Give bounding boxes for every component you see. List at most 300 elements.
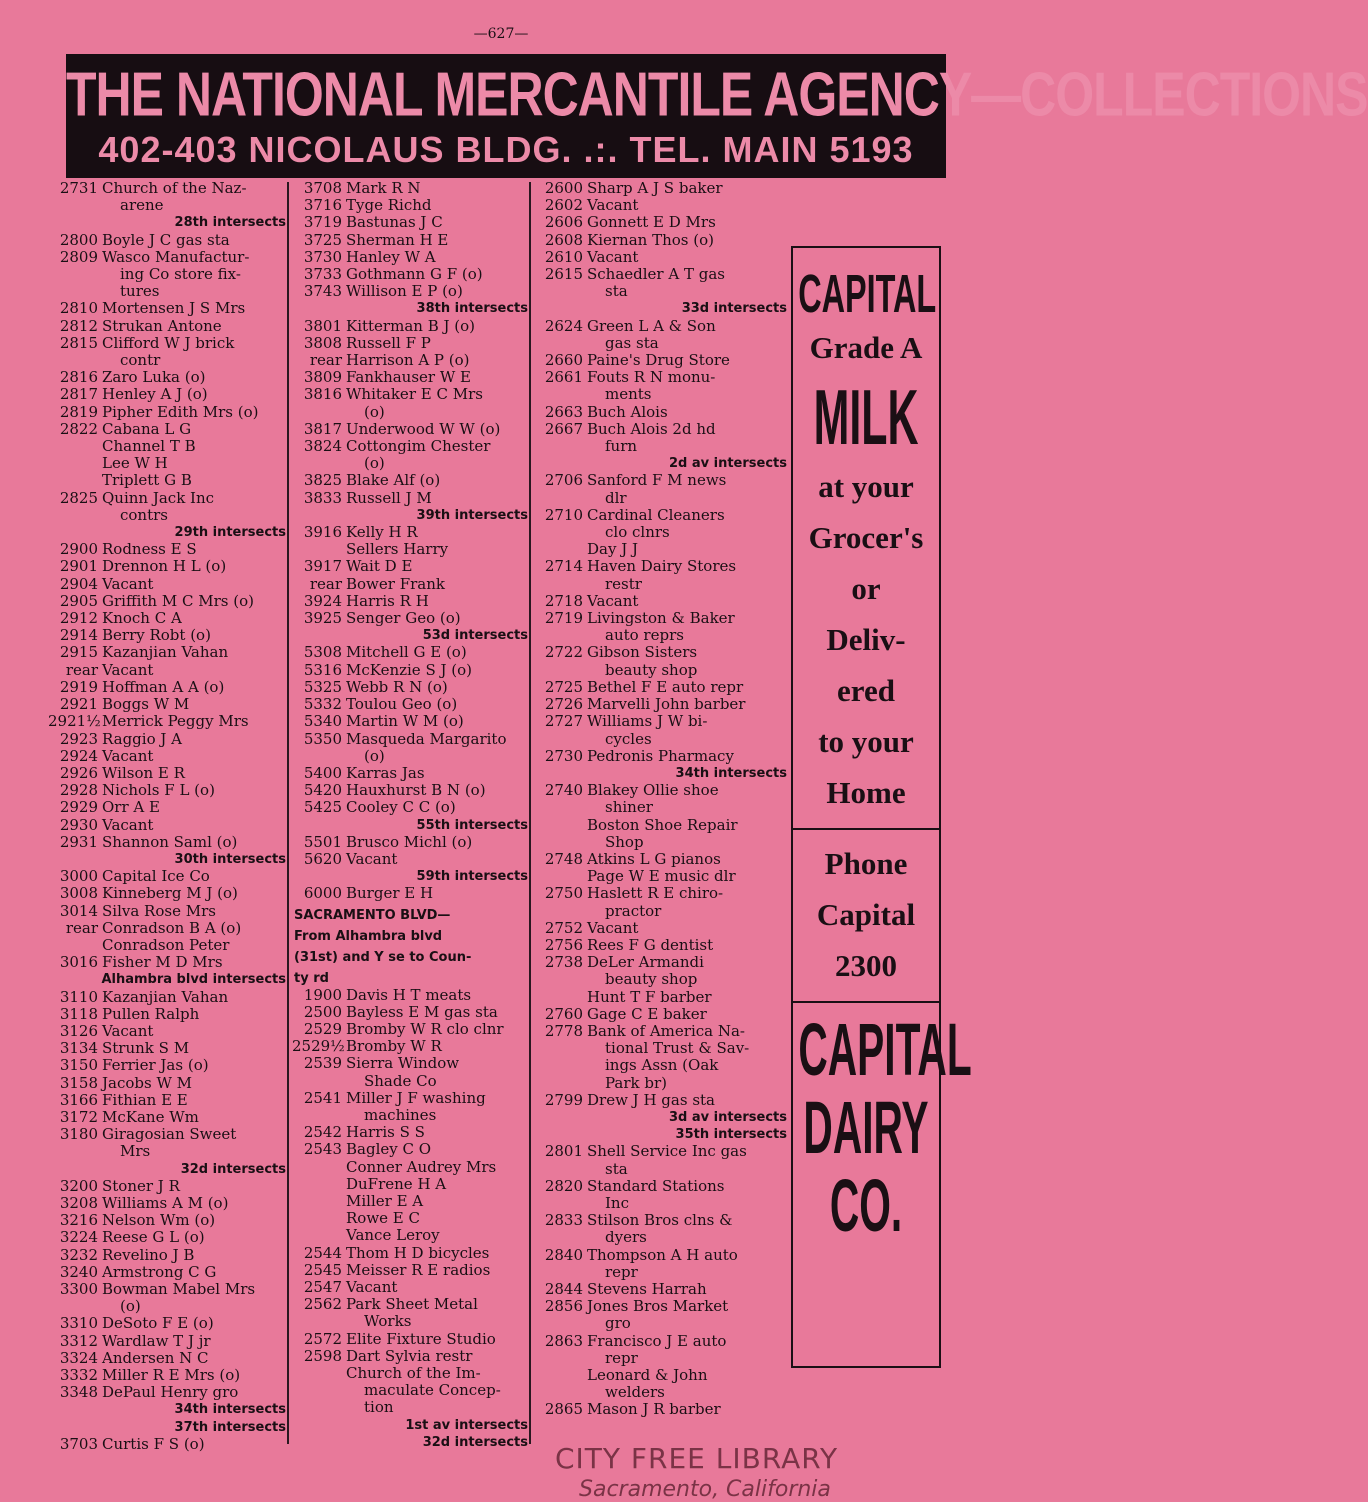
- entry-text: Brusco Michl (o): [346, 832, 473, 851]
- entry-text: Triplett G B: [102, 471, 192, 490]
- house-number: 3924: [303, 591, 342, 610]
- directory-entry: [292, 283, 528, 300]
- house-number: 3716: [303, 196, 342, 215]
- house-number: 5420: [303, 781, 342, 800]
- house-number: [533, 1161, 587, 1178]
- house-number: 2810: [59, 299, 98, 318]
- entry-text: Quinn Jack Inc: [102, 488, 215, 507]
- intersection-heading: 28th intersects: [174, 215, 286, 231]
- ad-capital: CAPITAL: [798, 264, 937, 324]
- house-number: [292, 1193, 346, 1210]
- entry-text: Toulou Geo (o): [346, 695, 458, 714]
- entry-text: Vacant: [346, 1277, 398, 1296]
- entry-text: Harris S S: [346, 1123, 425, 1142]
- entry-text: Revelino J B: [102, 1245, 195, 1264]
- entry-text: cycles: [605, 729, 652, 748]
- directory-entry: [533, 1178, 787, 1195]
- house-number: 2624: [544, 316, 583, 335]
- house-number: 2819: [59, 402, 98, 421]
- house-number: 2660: [544, 351, 583, 370]
- intersection-heading: 38th intersects: [416, 301, 528, 317]
- house-number: 2825: [59, 488, 98, 507]
- house-number: 3725: [303, 230, 342, 249]
- directory-entry: [292, 1279, 528, 1296]
- banner-address: 402-403 NICOLAUS BLDG. .:. TEL. MAIN 5193: [98, 129, 914, 170]
- directory-entry: [48, 937, 286, 954]
- entry-text: Kelly H R: [346, 523, 418, 542]
- directory-entry: [48, 1178, 286, 1195]
- intersection-heading: 34th intersects: [675, 765, 787, 781]
- entry-text: Park br): [605, 1073, 668, 1092]
- directory-entry: [48, 1298, 286, 1315]
- house-number: 2930: [59, 815, 98, 834]
- entry-text: beauty shop: [605, 970, 698, 989]
- directory-entry: [533, 232, 787, 249]
- directory-entry: [533, 731, 787, 748]
- house-number: 2562: [303, 1295, 342, 1314]
- directory-entry: [533, 1264, 787, 1281]
- directory-entry: [292, 1365, 528, 1382]
- entry-text: Berry Robt (o): [102, 626, 211, 645]
- house-number: 2914: [59, 626, 98, 645]
- entry-text: ing Co store fix-: [120, 265, 241, 284]
- entry-text: Fouts R N monu-: [587, 368, 716, 387]
- directory-entry: [533, 644, 787, 661]
- house-number: 3180: [59, 1125, 98, 1144]
- directory-entry: [533, 1247, 787, 1264]
- house-number: 2545: [303, 1260, 342, 1279]
- directory-entry: [48, 593, 286, 610]
- directory-entry: [533, 1161, 787, 1178]
- intersection-heading: 34th intersects: [174, 1402, 286, 1418]
- intersection-heading: 53d intersects: [422, 628, 528, 644]
- entry-text: Reese G L (o): [102, 1228, 205, 1247]
- entry-text: Shannon Saml (o): [102, 832, 238, 851]
- entry-text: Meisser R E radios: [346, 1260, 491, 1279]
- house-number: 3110: [59, 987, 98, 1006]
- entry-text: Shell Service Inc gas: [587, 1142, 747, 1161]
- directory-entry: [48, 1143, 286, 1160]
- entry-text: Kinneberg M J (o): [102, 884, 238, 903]
- house-number: 5308: [303, 643, 342, 662]
- entry-text: Strunk S M: [102, 1039, 190, 1058]
- directory-entry: [292, 834, 528, 851]
- house-number: [48, 1143, 102, 1160]
- directory-entry: [533, 197, 787, 214]
- intersection-heading: 35th intersects: [675, 1127, 787, 1143]
- entry-text: Cottongim Chester: [346, 437, 491, 456]
- entry-text: Masqueda Margarito: [346, 729, 507, 748]
- entry-text: Cooley C C (o): [346, 798, 456, 817]
- ad-company-line: CO.: [829, 1164, 903, 1247]
- directory-column-3: [533, 180, 787, 1419]
- entry-text: Boggs W M: [102, 695, 190, 714]
- directory-entry: [292, 696, 528, 713]
- directory-entry: [533, 318, 787, 335]
- entry-text: Webb R N (o): [346, 677, 448, 696]
- directory-entry: [292, 1038, 528, 1055]
- house-number: 2856: [544, 1297, 583, 1316]
- house-number: 3158: [59, 1073, 98, 1092]
- house-number: [533, 1229, 587, 1246]
- directory-entry: [48, 249, 286, 266]
- ad-phone-exchange: Capital: [816, 897, 916, 932]
- entry-text: Leonard & John: [587, 1366, 708, 1385]
- entry-text: Conradson Peter: [102, 935, 230, 954]
- entry-text: tional Trust & Sav-: [605, 1039, 750, 1058]
- house-number: 3917: [303, 557, 342, 576]
- house-number: 3824: [303, 437, 342, 456]
- entry-text: Jones Bros Market: [587, 1297, 729, 1316]
- directory-entry: [48, 386, 286, 403]
- house-number: 2924: [59, 746, 98, 765]
- directory-entry: [48, 817, 286, 834]
- house-number: [533, 1264, 587, 1281]
- ad-grade: Grade A: [809, 330, 923, 365]
- ad-company-line: DAIRY: [803, 1086, 929, 1169]
- house-number: 2667: [544, 419, 583, 438]
- entry-text: Livingston & Baker: [587, 609, 735, 628]
- entry-text: Vacant: [587, 918, 639, 937]
- house-number: [292, 455, 346, 472]
- directory-entry: [533, 541, 787, 558]
- house-number: 2740: [544, 781, 583, 800]
- dairy-advertisement: [791, 246, 972, 1368]
- house-number: 2919: [59, 677, 98, 696]
- directory-entry: [292, 386, 528, 403]
- entry-text: Church of the Naz-: [102, 179, 247, 197]
- house-number: [533, 335, 587, 352]
- ad-divider: [793, 828, 939, 830]
- entry-text: Drennon H L (o): [102, 557, 227, 576]
- entry-text: Blakey Ollie shoe: [587, 781, 719, 800]
- entry-text: contrs: [120, 505, 168, 524]
- entry-text: Buch Alois: [587, 402, 668, 421]
- entry-text: Andersen N C: [102, 1348, 209, 1367]
- directory-entry: [292, 679, 528, 696]
- house-number: 2606: [544, 213, 583, 232]
- directory-entry: [48, 1057, 286, 1074]
- house-number: [533, 1315, 587, 1332]
- house-number: 2822: [59, 419, 98, 438]
- entry-text: Bethel F E auto repr: [587, 677, 744, 696]
- directory-entry: [292, 765, 528, 782]
- house-number: [292, 1210, 346, 1227]
- house-number: [48, 266, 102, 283]
- entry-text: practor: [605, 901, 662, 920]
- directory-entry: [292, 404, 528, 421]
- directory-entry: [48, 352, 286, 369]
- entry-text: Bowman Mabel Mrs: [102, 1280, 256, 1298]
- directory-entry: [292, 472, 528, 489]
- house-number: 3743: [303, 282, 342, 301]
- directory-entry: [48, 558, 286, 575]
- entry-text: Elite Fixture Studio: [346, 1329, 496, 1348]
- entry-text: Gothmann G F (o): [346, 265, 483, 284]
- directory-entry: [533, 696, 787, 713]
- house-number: 3000: [59, 867, 98, 886]
- entry-text: Vacant: [102, 1021, 154, 1040]
- house-number: 3733: [303, 265, 342, 284]
- intersection-heading: 32d intersects: [180, 1161, 286, 1177]
- stamp-line: CITY FREE LIBRARY: [555, 1442, 839, 1475]
- entry-text: Haslett R E chiro-: [587, 884, 724, 903]
- house-number: [533, 903, 587, 920]
- directory-entry: [533, 1006, 787, 1023]
- directory-entry: [48, 1109, 286, 1126]
- directory-entry: [533, 799, 787, 816]
- entry-text: furn: [605, 437, 638, 456]
- directory-entry: [292, 1159, 528, 1176]
- directory-entry: [533, 1384, 787, 1401]
- directory-entry: [48, 369, 286, 386]
- entry-text: Kazanjian Vahan: [102, 643, 229, 662]
- entry-text: sta: [605, 1159, 628, 1178]
- entry-text: Vacant: [102, 574, 154, 593]
- house-number: 2719: [544, 609, 583, 628]
- house-number: 5620: [303, 849, 342, 868]
- house-number: 2760: [544, 1004, 583, 1023]
- entry-text: Fankhauser W E: [346, 368, 471, 387]
- house-number: 5332: [303, 695, 342, 714]
- directory-entry: [48, 335, 286, 352]
- directory-entry: [292, 1348, 528, 1365]
- directory-entry: [533, 1367, 787, 1384]
- entry-text: Wilson E R: [102, 763, 185, 782]
- entry-text: Schaedler A T gas: [587, 265, 725, 284]
- house-number: [533, 386, 587, 403]
- street-heading: ty rd: [294, 970, 329, 986]
- house-number: 2833: [544, 1211, 583, 1230]
- directory-entry: [48, 318, 286, 335]
- entry-text: Church of the Im-: [346, 1364, 481, 1382]
- directory-entry: [292, 318, 528, 335]
- directory-entry: [48, 1212, 286, 1229]
- house-number: 2817: [59, 385, 98, 404]
- advert-banner: [66, 54, 1368, 178]
- house-number: 2661: [544, 368, 583, 387]
- entry-text: Armstrong C G: [102, 1262, 217, 1281]
- directory-entry: [292, 1141, 528, 1158]
- directory-entry: [533, 352, 787, 369]
- directory-entry: [533, 679, 787, 696]
- directory-entry: [48, 404, 286, 421]
- house-number: 2572: [303, 1329, 342, 1348]
- entry-text: Shop: [605, 832, 644, 851]
- intersection-heading: 55th intersects: [416, 817, 528, 833]
- house-number: 2748: [544, 849, 583, 868]
- directory-entry: [48, 1075, 286, 1092]
- house-number: [48, 283, 102, 300]
- entry-text: Davis H T meats: [346, 985, 472, 1004]
- house-number: 2725: [544, 677, 583, 696]
- entry-text: Paine's Drug Store: [587, 351, 730, 370]
- house-number: 2865: [544, 1400, 583, 1419]
- directory-entry: [292, 1313, 528, 1330]
- entry-text: Williams J W bi-: [587, 712, 708, 731]
- directory-entry: [48, 490, 286, 507]
- directory-entry: [533, 748, 787, 765]
- column-divider: [287, 182, 289, 1444]
- directory-entry: [292, 266, 528, 283]
- entry-text: Sharp A J S baker: [587, 179, 723, 197]
- directory-entry: [292, 197, 528, 214]
- directory-entry: [292, 610, 528, 627]
- house-number: 1900: [303, 985, 342, 1004]
- house-number: [292, 404, 346, 421]
- entry-text: McKenzie S J (o): [346, 660, 473, 679]
- entry-text: Vacant: [102, 746, 154, 765]
- house-number: 2663: [544, 402, 583, 421]
- entry-text: Mitchell G E (o): [346, 643, 467, 662]
- house-number: [48, 472, 102, 489]
- entry-text: Wardlaw T J jr: [102, 1331, 211, 1350]
- house-number: 2542: [303, 1123, 342, 1142]
- directory-entry: [292, 1193, 528, 1210]
- house-number: [533, 1057, 587, 1074]
- ad-line: Deliv-: [826, 622, 906, 657]
- entry-text: Mrs: [120, 1142, 151, 1161]
- house-number: 2610: [544, 247, 583, 266]
- entry-text: Harrison A P (o): [346, 351, 470, 370]
- house-number: 3348: [59, 1383, 98, 1402]
- entry-text: Hanley W A: [346, 247, 436, 266]
- directory-entry: [48, 679, 286, 696]
- directory-entry: [533, 782, 787, 799]
- house-number: [533, 799, 587, 816]
- house-number: [48, 197, 102, 214]
- entry-text: gro: [605, 1314, 631, 1333]
- banner-title: THE NATIONAL MERCANTILE AGENCY—COLLECTIONS: [66, 59, 1368, 129]
- house-number: 2815: [59, 333, 98, 352]
- house-number: [292, 1073, 346, 1090]
- stamp-line: Sacramento, California: [579, 1477, 831, 1502]
- entry-text: Bank of America Na-: [587, 1021, 745, 1040]
- house-number: 2730: [544, 746, 583, 765]
- house-number: 2752: [544, 918, 583, 937]
- entry-text: Vacant: [587, 196, 639, 215]
- directory-entry: [48, 455, 286, 472]
- house-number: 2727: [544, 712, 583, 731]
- entry-text: Park Sheet Metal: [346, 1295, 478, 1314]
- entry-text: Sellers Harry: [346, 540, 449, 559]
- house-number: 3300: [59, 1280, 98, 1298]
- entry-text: Strukan Antone: [102, 316, 222, 335]
- house-number: 3224: [59, 1228, 98, 1247]
- entry-text: Williams A M (o): [102, 1193, 229, 1212]
- directory-entry: [533, 1212, 787, 1229]
- entry-text: Ferrier Jas (o): [102, 1056, 209, 1075]
- library-stamp: [555, 1442, 895, 1502]
- directory-entry: [48, 954, 286, 971]
- directory-entry: [533, 524, 787, 541]
- directory-entry: [48, 1126, 286, 1143]
- directory-entry: [292, 1090, 528, 1107]
- house-number: 3801: [303, 316, 342, 335]
- directory-entry: [533, 438, 787, 455]
- house-number: 3808: [303, 333, 342, 352]
- house-number: 2529½: [292, 1037, 345, 1056]
- entry-text: Harris R H: [346, 591, 429, 610]
- entry-text: Pipher Edith Mrs (o): [102, 402, 259, 421]
- directory-entry: [533, 1075, 787, 1092]
- directory-entry: [48, 644, 286, 661]
- entry-text: Sherman H E: [346, 230, 449, 249]
- house-number: [292, 1399, 346, 1416]
- entry-text: McKane Wm: [102, 1107, 199, 1126]
- directory-entry: [533, 627, 787, 644]
- house-number: 5350: [303, 729, 342, 748]
- directory-entry: [48, 576, 286, 593]
- house-number: 2812: [59, 316, 98, 335]
- house-number: [292, 541, 346, 558]
- house-number: 3719: [303, 213, 342, 232]
- house-number: [533, 868, 587, 885]
- directory-entry: [48, 1367, 286, 1384]
- house-number: 3016: [59, 953, 98, 972]
- intersection-heading: 32d intersects: [422, 1434, 528, 1450]
- directory-entry: [292, 180, 528, 197]
- entry-text: tures: [120, 282, 160, 301]
- house-number: 2500: [303, 1002, 342, 1021]
- house-number: 2931: [59, 832, 98, 851]
- house-number: 3730: [303, 247, 342, 266]
- house-number: 3332: [59, 1366, 98, 1385]
- directory-entry: [48, 1229, 286, 1246]
- directory-entry: [533, 610, 787, 627]
- ad-divider: [793, 1001, 939, 1003]
- house-number: [533, 1350, 587, 1367]
- entry-text: Marvelli John barber: [587, 695, 746, 714]
- directory-entry: [533, 369, 787, 386]
- entry-text: Works: [364, 1312, 412, 1331]
- house-number: 2541: [303, 1088, 342, 1107]
- house-number: 5325: [303, 677, 342, 696]
- street-heading: From Alhambra blvd: [294, 928, 443, 944]
- intersection-heading: 30th intersects: [174, 851, 286, 867]
- directory-entry: [533, 903, 787, 920]
- entry-text: Merrick Peggy Mrs: [102, 712, 249, 731]
- house-number: 3166: [59, 1090, 98, 1109]
- entry-text: Tyge Richd: [346, 196, 432, 215]
- house-number: [48, 352, 102, 369]
- directory-entry: [292, 662, 528, 679]
- directory-entry: [292, 1382, 528, 1399]
- intersection-heading: 2d av intersects: [668, 456, 787, 472]
- entry-text: Bayless E M gas sta: [346, 1002, 498, 1021]
- entry-text: Gonnett E D Mrs: [587, 213, 716, 232]
- house-number: [533, 524, 587, 541]
- house-number: rear: [309, 574, 342, 593]
- directory-entry: [48, 1315, 286, 1332]
- house-number: 2820: [544, 1176, 583, 1195]
- directory-column-1: [48, 180, 286, 1453]
- entry-text: Nelson Wm (o): [102, 1211, 216, 1230]
- house-number: 2928: [59, 781, 98, 800]
- directory-entry: [48, 834, 286, 851]
- house-number: 5425: [303, 798, 342, 817]
- ad-line: or: [851, 571, 881, 606]
- directory-entry: [533, 1229, 787, 1246]
- directory-entry: [533, 1040, 787, 1057]
- entry-text: Shade Co: [364, 1071, 437, 1090]
- ad-phone: Phone: [824, 846, 908, 881]
- house-number: 3118: [59, 1004, 98, 1023]
- house-number: [48, 455, 102, 472]
- directory-entry: [533, 817, 787, 834]
- directory-entry: [48, 421, 286, 438]
- house-number: 3008: [59, 884, 98, 903]
